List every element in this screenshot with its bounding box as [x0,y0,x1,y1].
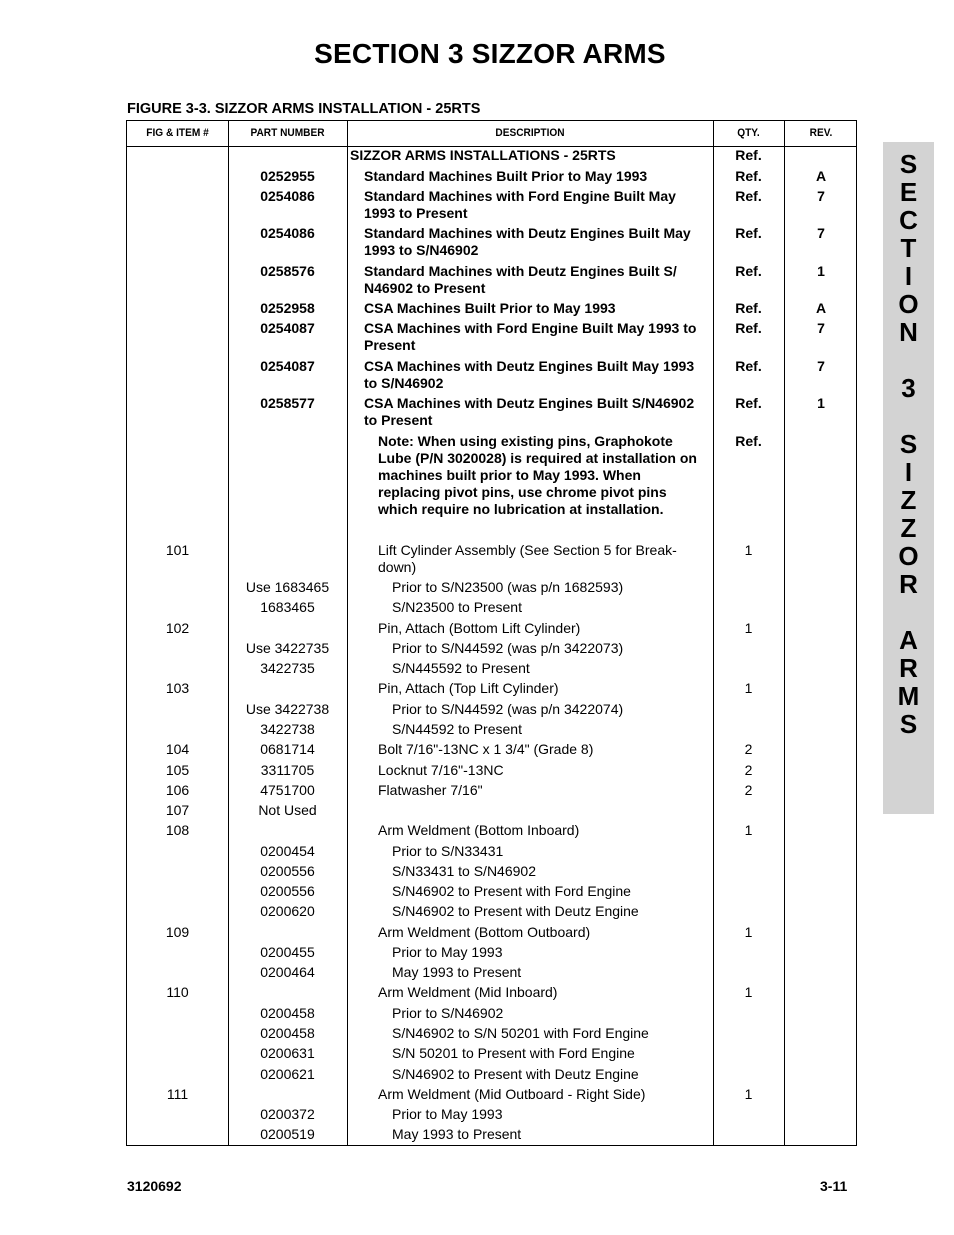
description-cell: S/N23500 to Present [392,599,522,615]
part-number-cell: 3311705 [260,762,315,778]
description-cell: Standard Machines with Deutz Engines Built May 1993 to S/N46902 [364,225,691,258]
section-tab-letter: Z [900,485,917,515]
qty-cell: 1 [744,822,753,838]
section-tab-letter: M [897,681,920,711]
section-tab [883,142,934,814]
section-tab-letter: T [900,233,917,263]
qty-cell: Ref. [735,320,762,336]
rev-cell: 7 [817,358,825,374]
rev-cell: A [815,168,827,184]
part-number-cell: Use 3422735 [245,640,330,656]
fig-item-cell: 104 [165,741,190,757]
qty-cell: 1 [744,984,753,1000]
section-tab-letter: A [899,625,918,655]
description-cell: Note: When using existing pins, Graphokote Lube (P/N 3020028) is required at installation on machines built prior to May 1993. When replacing pivot pins, use chrome pivot pins which require no lubrication at installation. [378,433,697,517]
description-cell: Prior to May 1993 [392,944,503,960]
fig-item-cell: 110 [166,984,189,1000]
description-cell: Arm Weldment (Bottom Inboard) [378,822,580,838]
qty-cell: Ref. [735,395,762,411]
part-number-cell: 0200621 [260,1066,315,1082]
qty-cell: 1 [744,680,753,696]
fig-item-cell: 105 [165,762,190,778]
description-cell: Prior to S/N23500 (was p/n 1682593) [392,579,624,595]
section-tab-letter: R [899,653,918,683]
header-part-number: PART NUMBER [250,127,325,139]
fig-item-cell: 106 [165,782,190,798]
qty-cell: Ref. [735,300,762,316]
description-cell: Arm Weldment (Mid Inboard) [378,984,558,1000]
qty-cell: 2 [744,741,753,757]
page-title: SECTION 3 SIZZOR ARMS [314,38,666,69]
description-cell: CSA Machines with Deutz Engines Built S/N46902 to Present [364,395,695,428]
part-number-cell: 0252955 [260,168,315,184]
qty-cell: 1 [744,542,753,558]
description-cell: Arm Weldment (Mid Outboard - Right Side) [378,1086,646,1102]
part-number-cell: 0258576 [260,263,315,279]
description-cell: CSA Machines with Deutz Engines Built May 1993 to S/N46902 [364,358,695,391]
description-cell: Prior to S/N44592 (was p/n 3422074) [392,701,624,717]
description-cell: S/N46902 to Present with Ford Engine [392,883,631,899]
section-tab-letter: S [899,709,918,739]
part-number-cell: 0254086 [260,188,315,204]
part-number-cell: 0200455 [260,944,315,960]
part-number-cell: Not Used [258,802,317,818]
part-number-cell: 1683465 [260,599,315,615]
part-number-cell: 0254087 [260,320,315,336]
description-cell: May 1993 to Present [392,964,522,980]
section-tab-letter: S [899,429,918,459]
description-cell: Bolt 7/16"-13NC x 1 3/4" (Grade 8) [378,741,594,757]
description-cell: Locknut 7/16"-13NC [378,762,504,778]
qty-cell: Ref. [735,168,762,184]
section-tab-letter: 3 [901,373,916,403]
header-description: DESCRIPTION [495,127,565,139]
section-tab-letter: C [899,205,918,235]
part-number-cell: 0200372 [260,1106,315,1122]
fig-item-cell: 101 [165,542,190,558]
description-cell: CSA Machines with Ford Engine Built May 1993 to Present [364,320,697,353]
section-tab-letter: O [898,289,919,319]
part-number-cell: 0200519 [260,1126,315,1142]
part-number-cell: 0200458 [260,1025,315,1041]
qty-cell: Ref. [735,263,762,279]
header-qty: QTY. [737,127,760,139]
parts-table [126,120,857,1146]
section-tab-letter: E [899,177,918,207]
part-number-cell: 3422738 [260,721,315,737]
figure-title: FIGURE 3-3. SIZZOR ARMS INSTALLATION - 25RTS [127,101,481,117]
section-tab-letter: Z [900,513,917,543]
qty-cell: 1 [744,924,753,940]
rev-cell: 1 [817,263,825,279]
description-cell: Lift Cylinder Assembly (See Section 5 for Break-down) [378,542,677,575]
qty-cell: Ref. [735,147,762,163]
section-tab-letter: N [899,317,918,347]
description-cell: Prior to S/N46902 [392,1005,504,1021]
part-number-cell: Use 3422738 [245,701,330,717]
description-cell: S/N46902 to Present with Deutz Engine [392,903,639,919]
fig-item-cell: 107 [165,802,190,818]
part-number-cell: 3422735 [260,660,315,676]
fig-item-cell: 102 [165,620,190,636]
part-number-cell: 0200464 [260,964,315,980]
description-cell: Arm Weldment (Bottom Outboard) [378,924,591,940]
rev-cell: 7 [817,320,825,336]
description-cell: S/N 50201 to Present with Ford Engine [392,1045,635,1061]
description-cell: S/N46902 to Present with Deutz Engine [392,1066,639,1082]
part-number-cell: 0252958 [260,300,315,316]
rev-cell: 1 [817,395,825,411]
section-tab-letter: O [898,541,919,571]
description-cell: Prior to S/N44592 (was p/n 3422073) [392,640,624,656]
qty-cell: Ref. [735,225,762,241]
description-cell: Prior to S/N33431 [392,843,504,859]
qty-cell: 1 [744,620,753,636]
footer-doc-number: 3120692 [127,1178,182,1194]
description-cell: Standard Machines Built Prior to May 1993 [364,168,648,184]
part-number-cell: 0200458 [260,1005,315,1021]
description-cell: Flatwasher 7/16" [378,782,483,798]
description-cell: May 1993 to Present [392,1126,522,1142]
fig-item-cell: 108 [165,822,190,838]
description-cell: Prior to May 1993 [392,1106,503,1122]
section-tab-letter: I [904,261,913,291]
qty-cell: 1 [744,1086,753,1102]
description-cell: Standard Machines with Deutz Engines Built S/ N46902 to Present [364,263,677,296]
rev-cell: 7 [817,188,825,204]
rev-cell: 7 [817,225,825,241]
qty-cell: Ref. [735,433,762,449]
part-number-cell: 0200556 [260,883,315,899]
part-number-cell: 0200454 [260,843,315,859]
section-tab-letter: S [899,149,918,179]
footer-page-number: 3-11 [820,1178,848,1194]
part-number-cell: 4751700 [260,782,315,798]
part-number-cell: 0200620 [260,903,315,919]
part-number-cell: 0258577 [260,395,315,411]
part-number-cell: Use 1683465 [245,579,330,595]
part-number-cell: 0254087 [260,358,315,374]
description-cell: S/N46902 to S/N 50201 with Ford Engine [392,1025,649,1041]
part-number-cell: 0200631 [260,1045,315,1061]
fig-item-cell: 103 [165,680,190,696]
header-fig-item: FIG & ITEM # [146,127,209,139]
fig-item-cell: 109 [165,924,190,940]
section-tab-letter: I [904,457,913,487]
description-cell: Standard Machines with Ford Engine Built May 1993 to Present [364,188,676,221]
description-cell: Pin, Attach (Bottom Lift Cylinder) [378,620,581,636]
rev-cell: A [815,300,827,316]
qty-cell: 2 [744,782,753,798]
description-cell: S/N33431 to S/N46902 [392,863,536,879]
qty-cell: Ref. [735,358,762,374]
header-rev: REV. [809,127,833,139]
part-number-cell: 0200556 [260,863,315,879]
description-cell: S/N445592 to Present [392,660,530,676]
description-cell: S/N44592 to Present [392,721,522,737]
description-cell: CSA Machines Built Prior to May 1993 [364,300,616,316]
description-cell: SIZZOR ARMS INSTALLATIONS - 25RTS [350,147,616,163]
qty-cell: 2 [744,762,753,778]
qty-cell: Ref. [735,188,762,204]
part-number-cell: 0681714 [260,741,315,757]
part-number-cell: 0254086 [260,225,315,241]
section-tab-letter: R [899,569,918,599]
description-cell: Pin, Attach (Top Lift Cylinder) [378,680,559,696]
fig-item-cell: 111 [166,1086,189,1102]
